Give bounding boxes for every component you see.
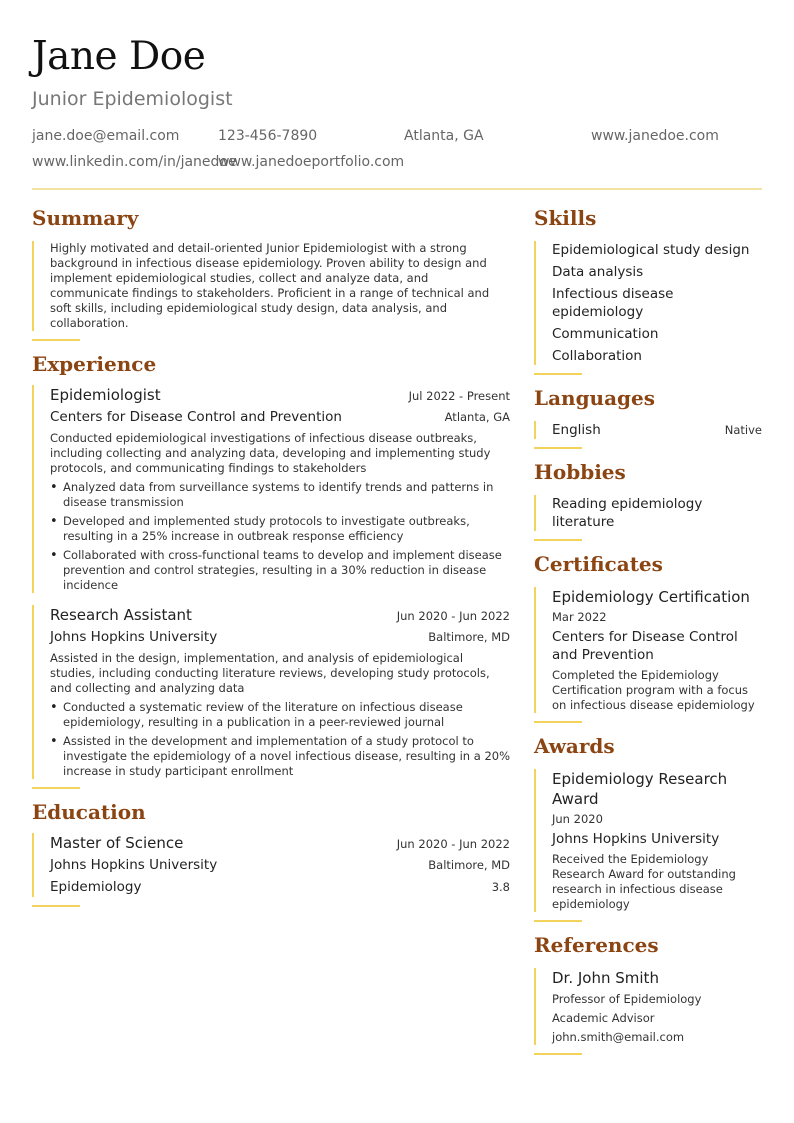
job-title: Research Assistant [50,606,192,624]
education-section [32,799,510,907]
school: Johns Hopkins University [50,857,218,873]
section-divider [32,787,80,789]
section-divider [534,539,582,541]
job-dates: Jul 2022 - Present [408,389,510,403]
gpa: 3.8 [491,880,510,894]
certificate-entry [534,587,762,713]
section-divider [534,721,582,723]
award-description: Received the Epidemiology Research Award for outstanding research in infectious disease epidemiology [552,852,736,911]
job-bullet: • Developed and implemented study protocols to investigate outbreaks, resulting in a 25% increase in outbreak response efficiency [50,514,510,544]
certificate-description: Completed the Epidemiology Certification program with a focus on infectious disease epidemiology [552,668,755,712]
experience-section [32,351,510,789]
experience-entry [32,605,510,779]
skill-item: Epidemiological study design [552,242,750,258]
language-level: Native [724,423,762,437]
languages-heading: Languages [534,386,656,410]
candidate-name: Jane Doe [32,34,206,79]
certificate-name: Epidemiology Certification [552,588,750,606]
reference-relation: Academic Advisor [552,1011,655,1025]
references-heading: References [534,933,659,957]
awards-section [534,733,762,922]
hobby-item: Reading epidemiology literature [552,496,703,530]
skill-item: Communication [552,326,659,342]
job-organization: Johns Hopkins University [50,629,218,645]
skill-item: Collaboration [552,348,642,364]
reference-name: Dr. John Smith [552,969,659,987]
job-title: Epidemiologist [50,386,161,404]
section-divider [534,373,582,375]
contact-website[interactable]: www.janedoe.com [591,128,719,144]
certificates-section [534,551,762,723]
hobbies-heading: Hobbies [534,460,626,484]
certificate-issuer: Centers for Disease Control and Prevention [552,629,738,663]
candidate-title: Junior Epidemiologist [32,88,233,110]
skill-item: Infectious disease epidemiology [552,286,674,320]
references-section [534,932,762,1055]
skills-heading: Skills [534,206,597,230]
section-divider [32,339,80,341]
school-location: Baltimore, MD [428,858,510,872]
job-bullet: • Collaborated with cross-functional teams to develop and implement disease prevention and control strategies, resulting in a 30% reduction in disease incidence [50,548,510,593]
job-bullet: • Conducted a systematic review of the literature on infectious disease epidemiology, resulting in a publication in a peer-reviewed journal [50,700,510,730]
job-location: Atlanta, GA [444,410,510,424]
award-date: Jun 2020 [552,812,603,826]
side-column [534,205,762,1065]
section-divider [32,905,80,907]
summary-section [32,205,510,341]
contact-location: Atlanta, GA [404,128,484,144]
summary-heading: Summary [32,206,139,230]
section-divider [534,1053,582,1055]
hobbies-list [534,495,762,531]
header-divider [32,188,762,190]
skill-item: Data analysis [552,264,644,280]
section-divider [534,447,582,449]
award-name: Epidemiology Research Award [552,770,728,808]
reference-email[interactable]: john.smith@email.com [552,1030,685,1044]
awards-heading: Awards [534,734,615,758]
certificates-heading: Certificates [534,552,663,576]
job-bullet: • Assisted in the development and implementation of a study protocol to investigate the epidemiology of a novel infectious disease, resulting in a 20% increase in study participant enrollment [50,734,510,779]
experience-entry [32,385,510,593]
reference-entry [534,968,762,1045]
job-bullets [50,480,510,593]
award-entry [534,769,762,912]
skills-list [534,241,762,365]
languages-list [534,421,762,439]
contact-phone: 123-456-7890 [218,128,318,144]
education-entry [32,833,510,897]
job-organization: Centers for Disease Control and Prevention [50,409,342,425]
reference-position: Professor of Epidemiology [552,992,702,1006]
job-bullet: • Analyzed data from surveillance systems to identify trends and patterns in disease transmission [50,480,510,510]
skills-section [534,205,762,375]
job-dates: Jun 2020 - Jun 2022 [396,609,510,623]
contact-portfolio[interactable]: www.janedoeportfolio.com [218,154,405,170]
contact-linkedin[interactable]: www.linkedin.com/in/janedoe [32,154,237,170]
languages-section [534,385,762,449]
contact-email[interactable]: jane.doe@email.com [32,128,180,144]
job-bullets [50,700,510,779]
award-issuer: Johns Hopkins University [552,831,720,847]
language-name: English [552,422,601,438]
field-of-study: Epidemiology [50,879,142,895]
education-dates: Jun 2020 - Jun 2022 [396,837,510,851]
main-column [32,205,510,917]
certificate-date: Mar 2022 [552,610,607,624]
summary-text: Highly motivated and detail-oriented Junior Epidemiologist with a strong background in infectious disease epidemiology. Proven ability to design and implement epidemiological studies, collect and analyze data, and communicate findings to stakeholders. Proficient in a range of technical and soft skills, including epidemiological study design, data analysis, and collaboration. [50,241,490,330]
job-location: Baltimore, MD [428,630,510,644]
hobbies-section [534,459,762,541]
education-heading: Education [32,800,146,824]
job-description: Assisted in the design, implementation, and analysis of epidemiological studies, including conducting literature reviews, developing study protocols, and collecting and analyzing data [50,651,490,695]
job-description: Conducted epidemiological investigations of infectious disease outbreaks, including collecting and analyzing data, developing and implementing study protocols, and communicating findings to stakeholders [50,431,491,475]
experience-heading: Experience [32,352,157,376]
degree: Master of Science [50,834,184,852]
section-divider [534,920,582,922]
summary-body [32,241,510,331]
